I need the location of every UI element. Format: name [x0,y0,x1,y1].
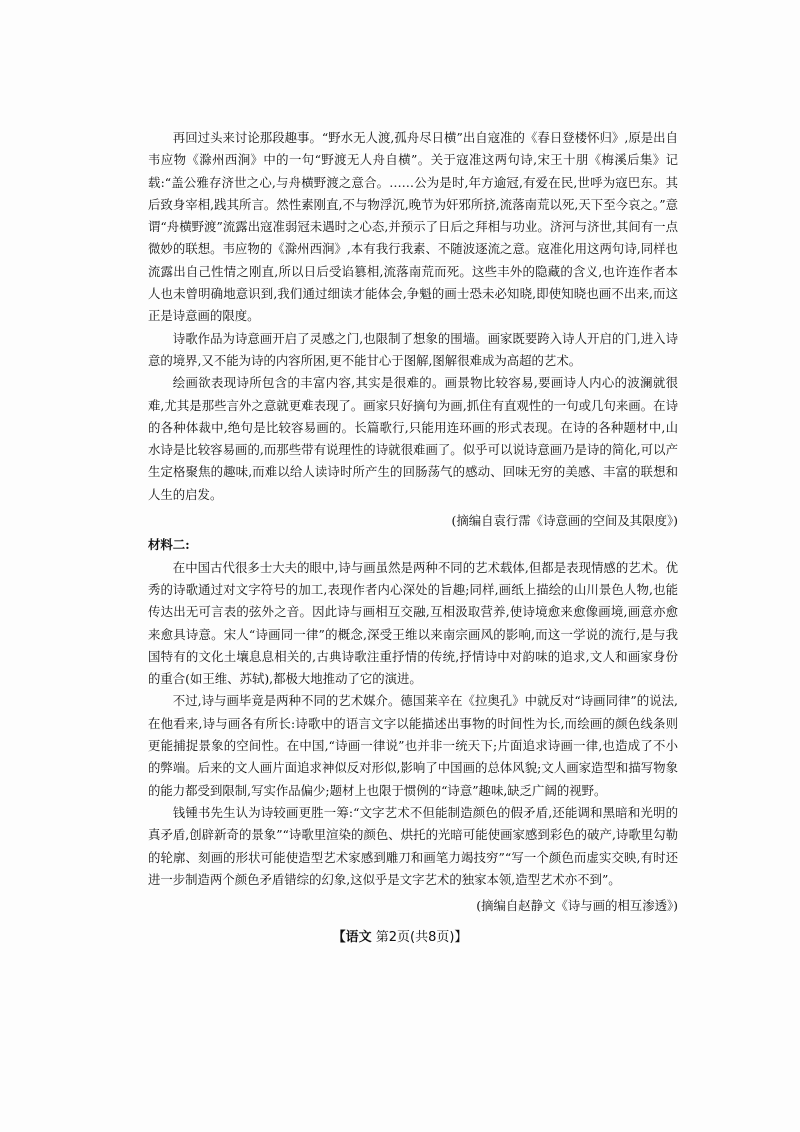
source-citation: (摘编自赵静文《诗与画的相互渗透》) [476,898,678,914]
paragraph: 不过,诗与画毕竟是两种不同的艺术媒介。德国莱辛在《拉奥孔》中就反对“诗画同律”的说法,在他看来,诗与画各有所长:诗歌中的语言文字以能描述出事物的时间性为长,而绘画的颜色线条则更能捕捉景象的空间性。在中国,“诗画一律说”也并非一统天下;片面追求诗画一律,也造成了不小的弊端。后来的文人画片面追求神似反对形似,影响了中国画的总体风貌;文人画家造型和描写物象的能力都受到限制,写实作品偏少;题材上也限于惯例的“诗意”趣味,缺乏广阔的视野。 [148,693,678,798]
section-heading: 材料二: [148,537,190,553]
page-number: 第2页(共8页)】 [375,930,468,945]
page-footer [0,926,800,945]
paragraph: 绘画欲表现诗所包含的丰富内容,其实是很难的。画景物比较容易,要画诗人内心的波澜就很难,尤其是那些言外之意就更难表现了。画家只好摘句为画,抓住有直观性的一句或几句来画。在诗的各种体裁中,绝句是比较容易画的。长篇歌行,只能用连环画的形式表现。在诗的各种题材中,山水诗是比较容易画的,而那些带有说理性的诗就很难画了。似乎可以说诗意画乃是诗的简化,可以产生定格聚焦的趣味,而难以给人读诗时所产生的回肠荡气的感动、回味无穷的美感、丰富的联想和人生的启发。 [148,375,678,502]
paragraph: 诗歌作品为诗意画开启了灵感之门,也限制了想象的围墙。画家既要跨入诗人开启的门,进入诗意的境界,又不能为诗的内容所困,更不能甘心于图解,图解很难成为高超的艺术。 [148,330,678,368]
source-citation: (摘编自袁行霈《诗意画的空间及其限度》) [451,513,678,529]
material-one [148,127,678,532]
subject-label: 【语文 [332,930,372,945]
paragraph: 在中国古代很多士大夫的眼中,诗与画虽然是两种不同的艺术载体,但都是表现情感的艺术。优秀的诗歌通过对文字符号的加工,表现作者内心深处的旨趣;同样,画纸上描绘的山川景色人物,也能传达出无可言表的弦外之音。因此诗与画相互交融,互相汲取营养,使诗境愈来愈像画境,画意亦愈来愈具诗意。宋人“诗画同一律”的概念,深受王维以来南宗画风的影响,而这一学说的流行,是与我国特有的文化土壤息息相关的,古典诗歌注重抒情的传统,抒情诗中对韵味的追求,文人和画家身份的重合(如王维、苏轼),都极大地推动了它的演进。 [148,559,678,687]
material-two [148,534,678,917]
paragraph: 钱锺书先生认为诗较画更胜一筹:“文字艺术不但能制造颜色的假矛盾,还能调和黑暗和光明的真矛盾,创辟新奇的景象”“诗歌里渲染的颜色、烘托的光暗可能使画家感到彩色的破产,诗歌里勾勒的轮廓、刻画的形状可能使造型艺术家感到雕刀和画笔力竭技穷”“写一个颜色而虚实交映,有时还进一步制造两个颜色矛盾错综的幻象,这似乎是文字艺术的独家本领,造型艺术亦不到”。 [148,804,678,887]
paragraph: 再回过头来讨论那段趣事。“野水无人渡,孤舟尽日横”出自寇准的《春日登楼怀归》,原是出自韦应物《滁州西涧》中的一句“野渡无人舟自横”。关于寇准这两句诗,宋王十朋《梅溪后集》记载:“盖公雅存济世之心,与舟横野渡之意合。……公为是时,年方逾冠,有爱在民,世呼为寇巴东。其后致身宰相,践其所言。然性素刚直,不与物浮沉,晚节为奸邪所挤,流落南荒以死,天下至今哀之。”意谓“舟横野渡”流露出寇准弱冠未遇时之心态,并预示了日后之拜相与功业。济河与济世,其间有一点微妙的联想。韦应物的《滁州西涧》,本有我行我素、不随波逐流之意。寇准化用这两句诗,同样也流露出自己性情之刚直,所以日后受谄篡相,流落南荒而死。这些丰外的隐藏的含义,也许连作者本人也未曾明确地意识到,我们通过细读才能体会,争魁的画士恐未必知晓,即使知晓也画不出来,而这正是诗意画的限度。 [148,130,678,324]
page-content [148,127,678,919]
